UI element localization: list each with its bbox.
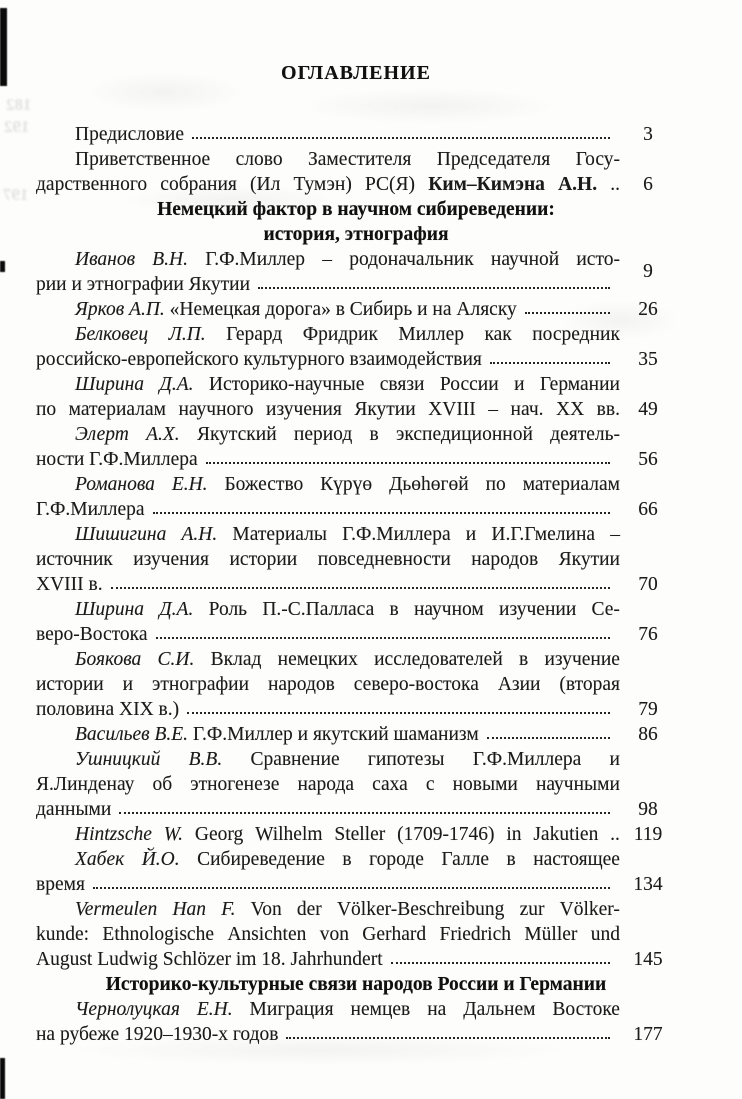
entry-text: Ширина Д.А. Роль П.-С.Палласа в научном изучении Се- (75, 599, 620, 620)
entry-text: Vermeulen Han F. Von der Völker-Beschreibung zur Völker- (75, 899, 620, 920)
toc-entry (36, 947, 676, 972)
toc-entry (36, 922, 676, 947)
page-number: 66 (638, 499, 658, 520)
toc-entry (36, 647, 676, 672)
toc-entry (36, 497, 676, 522)
left-edge-notch (0, 261, 5, 272)
toc-entry (36, 372, 676, 397)
toc-entry (36, 847, 676, 872)
entry-text: по материалам научного изучения Якутии XVIII – нач. XX вв. (36, 399, 620, 420)
dotted-leader (490, 362, 610, 364)
entry-text: Чернолуцкая Е.Н. Миграция немцев на Дальнем Востоке (75, 999, 620, 1020)
bleed-smudge (560, 300, 680, 340)
entry-text: Элерт А.Х. Якутский период в экспедиционной деятель- (75, 424, 620, 445)
section-heading: Немецкий фактор в научном сибиреведении: (157, 199, 555, 220)
entry-text: веро-Востока (36, 624, 148, 645)
toc-entry (36, 147, 676, 172)
page-number: 134 (633, 874, 663, 895)
toc-entry (36, 522, 676, 547)
dotted-leader (187, 712, 610, 714)
section-heading: история, этнография (263, 224, 449, 245)
entry-text: XVIII в. (36, 574, 103, 595)
entry-text: Ушницкий В.В. Сравнение гипотезы Г.Ф.Миллера и (75, 749, 620, 770)
entry-text: Иванов В.Н. Г.Ф.Миллер – родоначальник научной исто- (75, 249, 620, 270)
page-number: 3 (643, 124, 653, 145)
dotted-leader (156, 637, 611, 639)
bleed-number: 197 (3, 185, 29, 204)
entry-text: Хабек Й.О. Сибиреведение в городе Галле в настоящее (75, 849, 620, 870)
entry-text: Ярков А.П. «Немецкая дорога» в Сибирь и на Аляску (75, 299, 517, 320)
toc-entry (36, 122, 676, 147)
entry-text: Предисловие (75, 124, 185, 145)
entry-text: Белковец Л.П. Герард Фридрик Миллер как посредник (75, 324, 620, 345)
bleed-smudge (300, 88, 560, 124)
bleed-number: 182 (6, 95, 32, 114)
toc-entry (36, 347, 676, 372)
entry-text: August Ludwig Schlözer im 18. Jahrhundert (36, 949, 383, 970)
toc-entry (36, 772, 676, 797)
toc-entry (36, 422, 676, 447)
dotted-leader (391, 962, 610, 964)
dotted-leader (258, 287, 610, 289)
bleed-number: 192 (4, 117, 30, 136)
entry-text: kunde: Ethnologische Ansichten von Gerhard Friedrich Müller und (36, 924, 620, 945)
dotted-leader (111, 587, 610, 589)
entry-text: истории и этнографии народов северо-востока Азии (вторая (36, 674, 620, 695)
toc-entry (36, 447, 676, 472)
bleed-smudge (60, 1035, 580, 1065)
dotted-leader (192, 137, 610, 139)
entry-text: источник изучения истории повседневности народов Якутии (36, 549, 620, 570)
toc-entry (36, 722, 676, 747)
left-edge-bar-top (0, 8, 7, 86)
page-number: 145 (633, 949, 663, 970)
entry-text: на рубеже 1920–1930-х годов (36, 1024, 279, 1045)
page-number: 119 (633, 824, 663, 845)
entry-text: Боякова С.И. Вклад немецких исследователей в изучение (75, 649, 620, 670)
toc-entry (36, 247, 676, 272)
entry-text: российско-европейского культурного взаимодействия (36, 349, 482, 370)
toc-content (36, 0, 676, 1047)
toc-entry (36, 797, 676, 822)
toc-entry (36, 622, 676, 647)
entry-text: ности Г.Ф.Миллера (36, 449, 198, 470)
entry-text: дарственного собрания (Ил Тумэн) РС(Я) Ким–Кимэна А.Н. .. (36, 174, 620, 195)
toc-entry (36, 472, 676, 497)
toc-entry (36, 747, 676, 772)
page-number: 35 (638, 349, 658, 370)
entry-text: время (36, 874, 85, 895)
page-number: 6 (643, 174, 653, 195)
page-number: 177 (633, 1024, 663, 1045)
bleed-smudge (120, 185, 340, 215)
toc-entry (36, 697, 676, 722)
entry-text: Приветственное слово Заместителя Председателя Госу- (75, 149, 620, 170)
entry-text: Шишигина А.Н. Материалы Г.Ф.Миллера и И.Г.Гмелина – (75, 524, 620, 545)
entry-text: Я.Линденау об этногенезе народа саха с новыми научными (36, 774, 620, 795)
entry-text: рии и этнографии Якутии (36, 274, 251, 295)
dotted-leader (119, 812, 610, 814)
page-number: 26 (638, 299, 658, 320)
page-number: 86 (638, 724, 658, 745)
entry-text: Васильев В.Е. Г.Ф.Миллер и якутский шаманизм (75, 724, 479, 745)
toc-entry (36, 897, 676, 922)
entry-text: Ширина Д.А. Историко-научные связи России и Германии (75, 374, 620, 395)
toc-entry (36, 261, 676, 297)
toc-entry (36, 597, 676, 622)
page-title: ОГЛАВЛЕНИЕ (281, 62, 431, 84)
page-number: 70 (638, 574, 658, 595)
entry-text: Г.Ф.Миллера (36, 499, 145, 520)
page-number: 76 (638, 624, 658, 645)
page-number: 56 (638, 449, 658, 470)
dotted-leader (153, 512, 610, 514)
page-number: 98 (638, 799, 658, 820)
page-number: 49 (638, 399, 658, 420)
dotted-leader (206, 462, 610, 464)
left-edge-bar-bottom (0, 1058, 5, 1099)
toc-entry (36, 997, 676, 1022)
entry-text: Романова Е.Н. Божество Күрүө Дьөһөгөй по материалам (75, 474, 620, 495)
toc-lines (36, 122, 676, 1047)
toc-entry (36, 872, 676, 897)
dotted-leader (93, 887, 610, 889)
section-heading: Историко-культурные связи народов России и Германии (105, 974, 607, 995)
toc-entry (36, 397, 676, 422)
entry-text: данными (36, 799, 112, 820)
page-number: 79 (638, 699, 658, 720)
page-number: 9 (643, 261, 653, 282)
dotted-leader (487, 737, 610, 739)
toc-entry (36, 672, 676, 697)
bleed-smudge (85, 72, 245, 112)
toc-entry (36, 547, 676, 572)
toc-entry (36, 572, 676, 597)
entry-text: половина XIX в.) (36, 699, 180, 720)
entry-text: Hintzsche W. Georg Wilhelm Steller (1709-1746) in Jakutien .. (75, 824, 620, 845)
toc-entry (36, 822, 676, 847)
